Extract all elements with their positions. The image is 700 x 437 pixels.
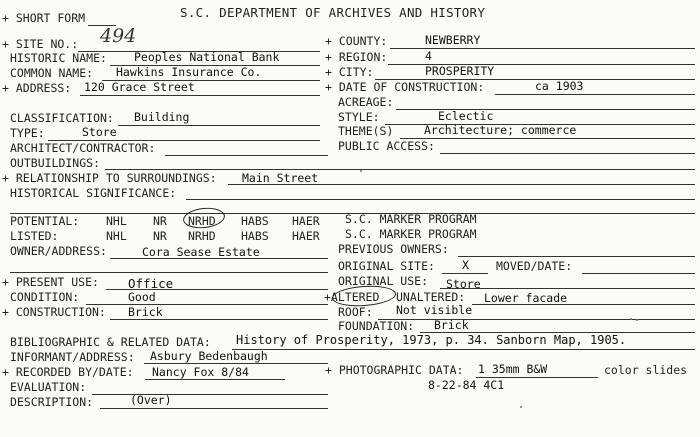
- photographic-data-value: 1 35mm B&W: [478, 362, 548, 376]
- nrhd-circle-mark: [182, 206, 226, 230]
- scan-speck: [520, 406, 522, 408]
- form-title: S.C. DEPARTMENT OF ARCHIVES AND HISTORY: [180, 5, 486, 20]
- listed-habs: HABS: [241, 229, 269, 243]
- scan-speck: [360, 170, 362, 172]
- owner-address-value: Cora Sease Estate: [142, 245, 260, 259]
- date-of-construction-value: ca 1903: [535, 79, 584, 93]
- altered-value: Lower facade: [484, 291, 568, 305]
- moved-date-line: [582, 273, 695, 274]
- historical-significance-label: HISTORICAL SIGNIFICANCE:: [10, 186, 177, 200]
- recorded-by-line: [145, 379, 285, 380]
- classification-line: [118, 125, 320, 126]
- short-form-label: + SHORT FORM: [2, 11, 86, 25]
- public-access-label: PUBLIC ACCESS:: [338, 139, 435, 153]
- listed-marker-program: S.C. MARKER PROGRAM: [345, 227, 477, 241]
- date-of-construction-label: + DATE OF CONSTRUCTION:: [325, 80, 485, 94]
- common-name-value: Hawkins Insurance Co.: [116, 65, 262, 79]
- outbuildings-line: [105, 169, 695, 170]
- scan-speck: [630, 318, 632, 320]
- present-use-label: + PRESENT USE:: [2, 275, 99, 289]
- foundation-label: FOUNDATION:: [338, 319, 415, 333]
- relationship-label: + RELATIONSHIP TO SURROUNDINGS:: [2, 171, 217, 185]
- address-label: + ADDRESS:: [2, 81, 72, 95]
- listed-label: LISTED:: [10, 229, 59, 243]
- construction-line: [110, 319, 328, 320]
- themes-line: [400, 138, 695, 139]
- previous-owners-line: [458, 256, 695, 257]
- informant-line: [144, 363, 328, 364]
- roof-line: [378, 319, 695, 320]
- themes-label: THEME(S): [338, 124, 394, 138]
- relationship-value: Main Street: [242, 171, 319, 185]
- themes-value: Architecture; commerce: [424, 123, 577, 137]
- description-label: DESCRIPTION:: [10, 395, 94, 409]
- informant-value: Asbury Bedenbaugh: [150, 349, 268, 363]
- previous-owners-label: PREVIOUS OWNERS:: [338, 242, 449, 256]
- photographic-data-value-2: 8-22-84 4C1: [428, 378, 505, 392]
- color-slides-label: color slides: [604, 363, 688, 377]
- listed-nr: NR: [153, 229, 167, 243]
- historic-name-value: Peoples National Bank: [134, 50, 280, 64]
- condition-label: CONDITION:: [10, 290, 80, 304]
- construction-label: + CONSTRUCTION:: [2, 305, 106, 319]
- classification-value: Building: [134, 110, 190, 124]
- bibliographic-label: BIBLIOGRAPHIC & RELATED DATA:: [10, 335, 211, 349]
- bibliographic-value: History of Prosperity, 1973, p. 34. Sanborn Map, 1905.: [236, 333, 627, 347]
- region-label: + REGION:: [325, 50, 388, 64]
- type-value: Store: [82, 125, 117, 139]
- listed-haer: HAER: [292, 229, 320, 243]
- county-line: [390, 48, 695, 49]
- type-label: TYPE:: [10, 126, 45, 140]
- potential-nrhd: NRHD: [188, 214, 216, 228]
- county-value: NEWBERRY: [425, 33, 481, 47]
- evaluation-label: EVALUATION:: [10, 380, 87, 394]
- recorded-by-value: Nancy Fox 8/84: [152, 365, 249, 379]
- potential-nhl: NHL: [106, 214, 127, 228]
- condition-value: Good: [128, 290, 156, 304]
- evaluation-line: [92, 394, 328, 395]
- description-value: (Over): [130, 393, 172, 407]
- condition-line: [86, 304, 328, 305]
- present-use-value: Office: [128, 276, 174, 291]
- foundation-value: Brick: [434, 318, 469, 332]
- site-no-label: + SITE NO.:: [2, 37, 79, 51]
- listed-nrhd: NRHD: [188, 229, 216, 243]
- potential-nr: NR: [153, 214, 167, 228]
- owner-address-line-2: [10, 272, 328, 273]
- recorded-by-label: + RECORDED BY/DATE:: [2, 365, 134, 379]
- architect-line: [165, 155, 328, 156]
- original-use-value: Store: [446, 277, 481, 291]
- style-value: Eclectic: [438, 109, 494, 123]
- city-value: PROSPERITY: [425, 64, 495, 78]
- address-value: 120 Grace Street: [84, 80, 195, 94]
- region-value: 4: [425, 49, 432, 63]
- potential-label: POTENTIAL:: [10, 214, 80, 228]
- outbuildings-label: OUTBUILDINGS:: [10, 156, 101, 170]
- city-label: + CITY:: [325, 65, 374, 79]
- description-line: [100, 408, 328, 409]
- date-of-construction-line: [495, 94, 695, 95]
- altered-label: +ALTERED: [324, 290, 380, 304]
- original-site-line: [442, 273, 488, 274]
- public-access-line: [440, 153, 695, 154]
- owner-address-label: OWNER/ADDRESS:: [10, 244, 107, 258]
- moved-date-label: MOVED/DATE:: [496, 259, 573, 273]
- site-no-value: 494: [100, 25, 137, 47]
- potential-haer: HAER: [292, 214, 320, 228]
- common-name-label: COMMON NAME:: [10, 66, 94, 80]
- historical-significance-line: [186, 199, 695, 200]
- acreage-label: ACREAGE:: [338, 95, 394, 109]
- historic-name-label: HISTORIC NAME:: [10, 51, 107, 65]
- potential-marker-program: S.C. MARKER PROGRAM: [345, 212, 477, 226]
- style-label: STYLE:: [338, 110, 380, 124]
- architect-label: ARCHITECT/CONTRACTOR:: [10, 141, 156, 155]
- bibliographic-line: [232, 349, 695, 350]
- construction-value: Brick: [128, 305, 163, 319]
- photographic-data-label: + PHOTOGRAPHIC DATA:: [325, 363, 464, 377]
- listed-nhl: NHL: [106, 229, 127, 243]
- roof-label: ROOF:: [338, 305, 373, 319]
- address-line: [80, 95, 320, 96]
- county-label: + COUNTY:: [325, 34, 388, 48]
- unaltered-label: UNALTERED:: [396, 290, 466, 304]
- informant-label: INFORMANT/ADDRESS:: [10, 350, 135, 364]
- classification-label: CLASSIFICATION:: [10, 111, 114, 125]
- original-site-value: X: [462, 258, 469, 272]
- potential-habs: HABS: [241, 214, 269, 228]
- original-site-label: ORIGINAL SITE:: [338, 259, 435, 273]
- original-use-label: ORIGINAL USE:: [338, 274, 429, 288]
- roof-value: Not visible: [396, 303, 473, 317]
- scan-speck: [636, 319, 638, 321]
